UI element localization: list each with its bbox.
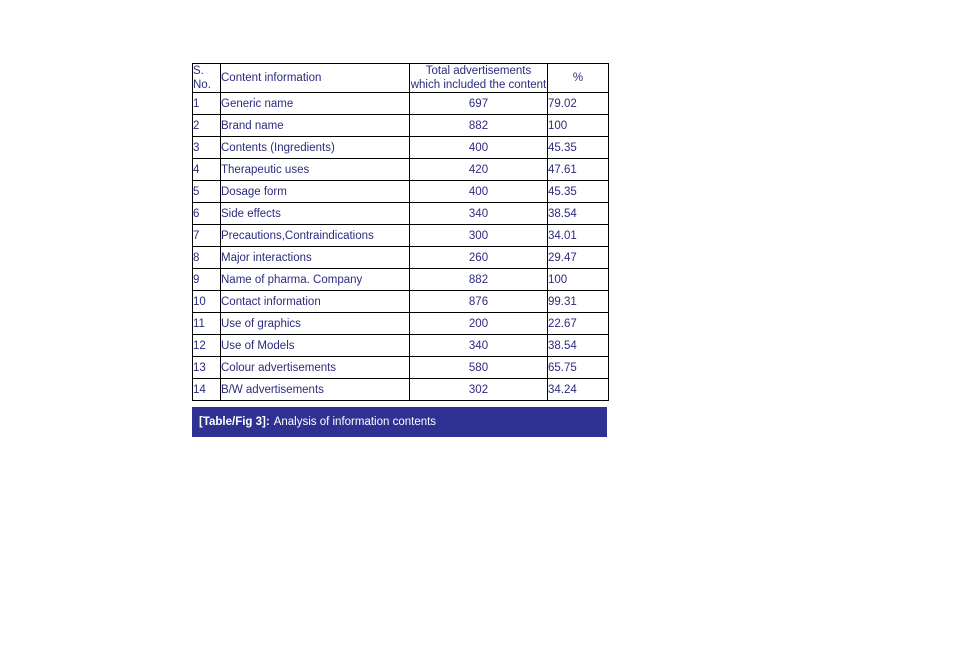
cell-serial-number: 13 <box>193 357 221 379</box>
cell-content-information: Dosage form <box>221 181 410 203</box>
table-body <box>193 93 609 401</box>
column-header-content-information: Content information <box>221 64 410 93</box>
cell-serial-number: 7 <box>193 225 221 247</box>
table-row <box>193 313 609 335</box>
column-header-percent: % <box>548 64 609 93</box>
cell-percent: 34.24 <box>548 379 609 401</box>
cell-serial-number: 11 <box>193 313 221 335</box>
caption-text: Analysis of information contents <box>273 416 437 429</box>
cell-percent: 45.35 <box>548 181 609 203</box>
cell-percent: 65.75 <box>548 357 609 379</box>
cell-serial-number: 1 <box>193 93 221 115</box>
cell-serial-number: 6 <box>193 203 221 225</box>
cell-serial-number: 2 <box>193 115 221 137</box>
cell-total-advertisements: 300 <box>410 225 548 247</box>
table-row <box>193 291 609 313</box>
cell-serial-number: 5 <box>193 181 221 203</box>
cell-serial-number: 4 <box>193 159 221 181</box>
cell-content-information: Colour advertisements <box>221 357 410 379</box>
table-header <box>193 64 609 93</box>
cell-percent: 38.54 <box>548 335 609 357</box>
serial-header-line-1: S. <box>193 65 204 77</box>
cell-serial-number: 3 <box>193 137 221 159</box>
cell-percent: 47.61 <box>548 159 609 181</box>
cell-percent: 100 <box>548 115 609 137</box>
cell-content-information: Major interactions <box>221 247 410 269</box>
cell-total-advertisements: 302 <box>410 379 548 401</box>
cell-percent: 22.67 <box>548 313 609 335</box>
table-row <box>193 225 609 247</box>
cell-total-advertisements: 260 <box>410 247 548 269</box>
cell-content-information: Generic name <box>221 93 410 115</box>
cell-content-information: Therapeutic uses <box>221 159 410 181</box>
column-header-serial-number <box>193 64 221 93</box>
cell-content-information: Brand name <box>221 115 410 137</box>
table-row <box>193 93 609 115</box>
table-row <box>193 335 609 357</box>
cell-total-advertisements: 340 <box>410 335 548 357</box>
cell-total-advertisements: 876 <box>410 291 548 313</box>
table-row <box>193 159 609 181</box>
cell-percent: 100 <box>548 269 609 291</box>
table-row <box>193 115 609 137</box>
table-row <box>193 181 609 203</box>
cell-percent: 99.31 <box>548 291 609 313</box>
cell-percent: 29.47 <box>548 247 609 269</box>
cell-serial-number: 8 <box>193 247 221 269</box>
cell-percent: 34.01 <box>548 225 609 247</box>
table-row <box>193 247 609 269</box>
table-row <box>193 357 609 379</box>
table-row <box>193 269 609 291</box>
table-row <box>193 203 609 225</box>
serial-header-line-2: No. <box>193 79 211 92</box>
cell-content-information: B/W advertisements <box>221 379 410 401</box>
cell-percent: 45.35 <box>548 137 609 159</box>
table-caption-bar <box>192 407 607 437</box>
cell-content-information: Precautions,Contraindications <box>221 225 410 247</box>
table-header-row <box>193 64 609 93</box>
table-figure <box>192 63 607 437</box>
cell-percent: 38.54 <box>548 203 609 225</box>
cell-serial-number: 9 <box>193 269 221 291</box>
cell-total-advertisements: 400 <box>410 137 548 159</box>
cell-total-advertisements: 882 <box>410 269 548 291</box>
cell-total-advertisements: 697 <box>410 93 548 115</box>
caption-label: [Table/Fig 3]: <box>199 416 270 429</box>
cell-content-information: Use of Models <box>221 335 410 357</box>
cell-content-information: Contents (Ingredients) <box>221 137 410 159</box>
cell-total-advertisements: 420 <box>410 159 548 181</box>
cell-serial-number: 12 <box>193 335 221 357</box>
table-row <box>193 137 609 159</box>
cell-content-information: Name of pharma. Company <box>221 269 410 291</box>
cell-total-advertisements: 340 <box>410 203 548 225</box>
cell-serial-number: 14 <box>193 379 221 401</box>
cell-percent: 79.02 <box>548 93 609 115</box>
information-contents-table <box>192 63 609 401</box>
column-header-total-advertisements: Total advertisements which included the content <box>410 65 547 92</box>
cell-total-advertisements: 400 <box>410 181 548 203</box>
cell-total-advertisements: 882 <box>410 115 548 137</box>
table-row <box>193 379 609 401</box>
cell-total-advertisements: 580 <box>410 357 548 379</box>
cell-content-information: Use of graphics <box>221 313 410 335</box>
cell-serial-number: 10 <box>193 291 221 313</box>
cell-total-advertisements: 200 <box>410 313 548 335</box>
cell-content-information: Side effects <box>221 203 410 225</box>
cell-content-information: Contact information <box>221 291 410 313</box>
